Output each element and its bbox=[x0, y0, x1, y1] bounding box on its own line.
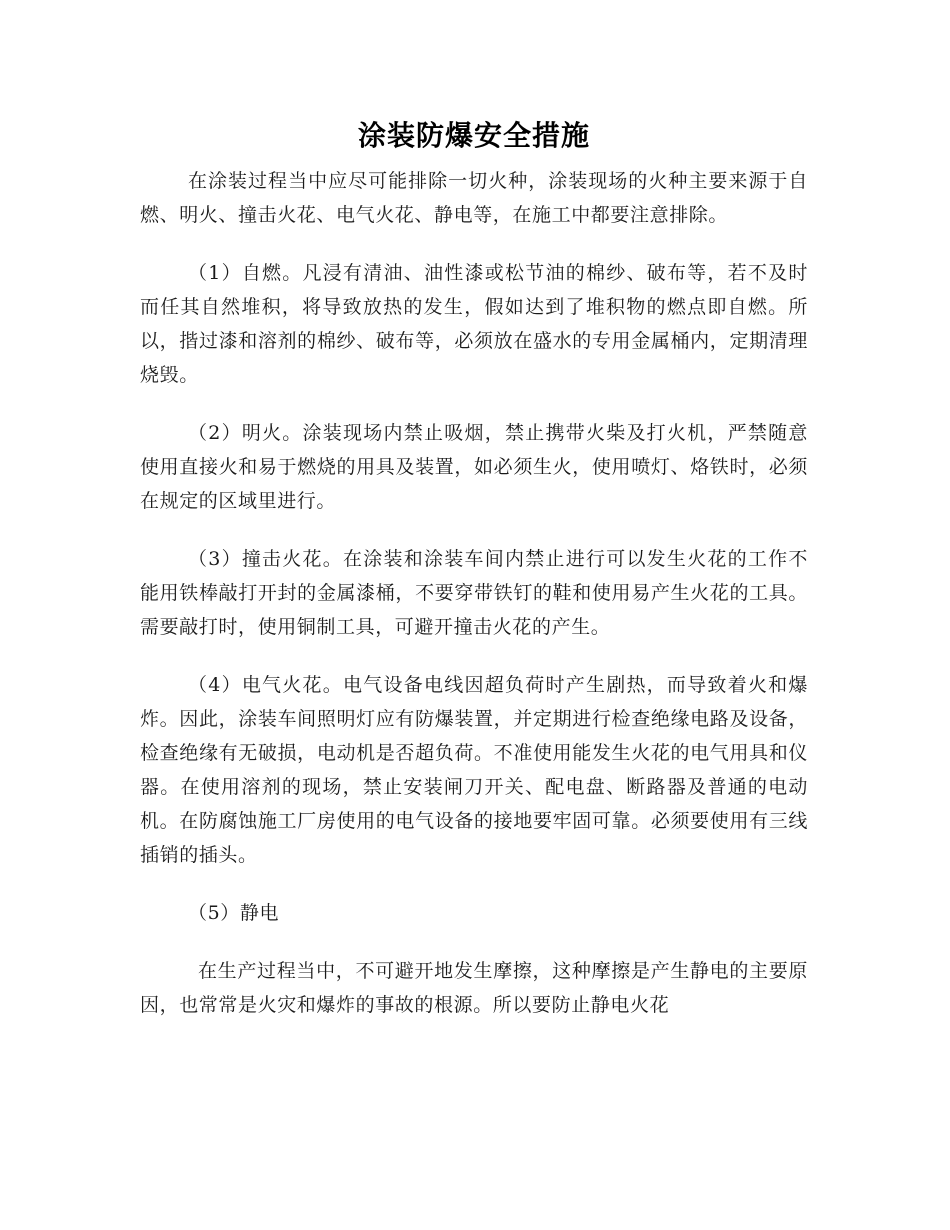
paragraph-impact-sparks: （3）撞击火花。在涂装和涂装车间内禁止进行可以发生火花的工作不能用铁棒敲打开封的金属漆桶，不要穿带铁钉的鞋和使用易产生火花的工具。需要敲打时，使用铜制工具，可避开撞击火花的产生。 bbox=[140, 548, 808, 638]
paragraph-static-electricity: 在生产过程当中，不可避开地发生摩擦，这种摩擦是产生静电的主要原因，也常常是火灾和爆炸的事故的根源。所以要防止静电火花 bbox=[140, 960, 808, 1016]
paragraph-open-flame: （2）明火。涂装现场内禁止吸烟，禁止携带火柴及打火机，严禁随意使用直接火和易于燃烧的用具及装置，如必须生火，使用喷灯、烙铁时，必须在规定的区域里进行。 bbox=[140, 422, 808, 512]
document-title: 涂装防爆安全措施 bbox=[357, 119, 590, 152]
paragraph-electrical-sparks: （4）电气火花。电气设备电线因超负荷时产生剧热，而导致着火和爆炸。因此，涂装车间照明灯应有防爆装置，并定期进行检查绝缘电路及设备，检查绝缘有无破损，电动机是否超负荷。不准使用能发生火花的电气用具和仪器。在使用溶剂的现场，禁止安装闸刀开关、配电盘、断路器及普通的电动机。在防腐蚀施工厂房使用的电气设备的接地要牢固可靠。必须要使用有三线插销的插头。 bbox=[140, 674, 808, 866]
paragraph-spontaneous-combustion: （1）自燃。凡浸有清油、油性漆或松节油的棉纱、破布等，若不及时而任其自然堆积，将导致放热的发生，假如达到了堆积物的燃点即自燃。所以，揩过漆和溶剂的棉纱、破布等，必须放在盛水的专用金属桶内，定期清理烧毁。 bbox=[140, 262, 808, 386]
paragraph-static-heading: （5）静电 bbox=[188, 902, 280, 924]
document-page bbox=[140, 112, 808, 1022]
paragraph-intro: 在涂装过程当中应尽可能排除一切火种，涂装现场的火种主要来源于自燃、明火、撞击火花、电气火花、静电等，在施工中都要注意排除。 bbox=[140, 170, 808, 226]
